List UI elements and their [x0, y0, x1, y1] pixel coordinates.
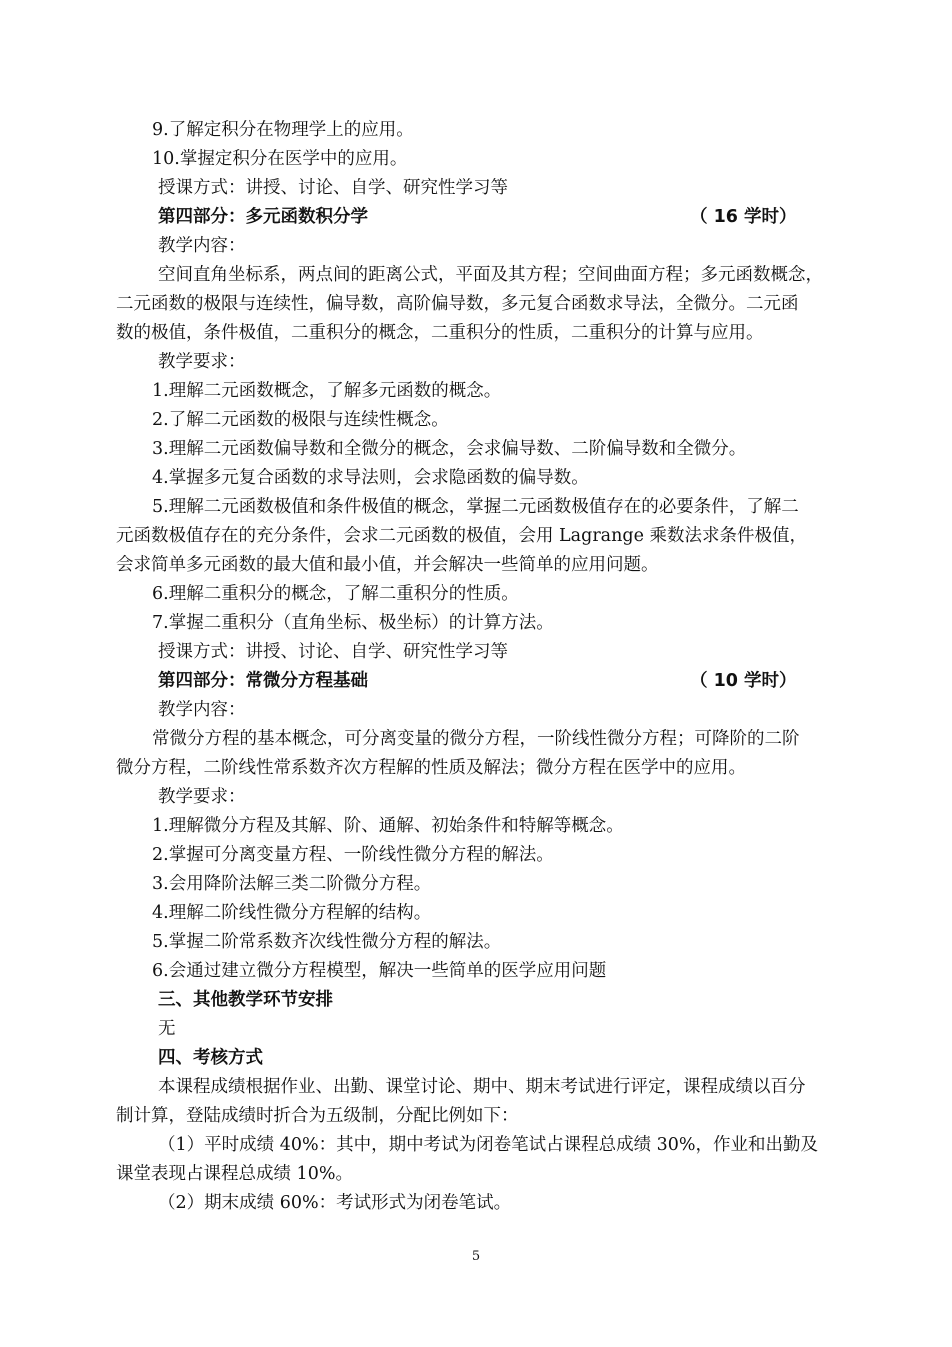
text-line: 4.理解二阶线性微分方程解的结构。 [152, 903, 432, 923]
text-line: 教学要求： [158, 352, 246, 372]
text-line: 7.掌握二重积分（直角坐标、极坐标）的计算方法。 [152, 613, 554, 633]
section-heading: 第四部分：常微分方程基础 [158, 671, 368, 691]
text-line: 2.了解二元函数的极限与连续性概念。 [152, 410, 449, 430]
text-line: 无 [158, 1019, 176, 1039]
text-line: 6.理解二重积分的概念，了解二重积分的性质。 [152, 584, 519, 604]
text-line: 3.会用降阶法解三类二阶微分方程。 [152, 874, 432, 894]
text-line: 微分方程，二阶线性常系数齐次方程解的性质及解法；微分方程在医学中的应用。 [116, 758, 746, 778]
text-line: （1）平时成绩 40%：其中，期中考试为闭卷笔试占课程总成绩 30%，作业和出勤及 [158, 1135, 819, 1155]
text-line: 1.理解微分方程及其解、阶、通解、初始条件和特解等概念。 [152, 816, 624, 836]
text-line: 1.理解二元函数概念，了解多元函数的概念。 [152, 381, 502, 401]
text-line: 元函数极值存在的充分条件，会求二元函数的极值，会用 Lagrange 乘数法求条件极值， [116, 526, 808, 546]
text-line: 数的极值，条件极值，二重积分的概念，二重积分的性质，二重积分的计算与应用。 [116, 323, 764, 343]
text-line: 4.掌握多元复合函数的求导法则，会求隐函数的偏导数。 [152, 468, 589, 488]
text-line: 授课方式：讲授、讨论、自学、研究性学习等 [158, 642, 508, 662]
text-line: 授课方式：讲授、讨论、自学、研究性学习等 [158, 178, 508, 198]
section-hours: （ 10 学时） [690, 671, 797, 691]
section-hours: （ 16 学时） [690, 207, 797, 227]
text-line: 教学要求： [158, 787, 246, 807]
text-line: 课堂表现占课程总成绩 10%。 [116, 1164, 353, 1184]
text-line: 教学内容： [158, 700, 246, 720]
text-line: 5.理解二元函数极值和条件极值的概念，掌握二元函数极值存在的必要条件，了解二 [152, 497, 799, 517]
text-line: 9.了解定积分在物理学上的应用。 [152, 120, 414, 140]
section-heading: 第四部分：多元函数积分学 [158, 207, 368, 227]
page-number: 5 [471, 1249, 481, 1264]
text-line: 教学内容： [158, 236, 246, 256]
text-line: 常微分方程的基本概念，可分离变量的微分方程，一阶线性微分方程；可降阶的二阶 [152, 729, 800, 749]
text-line: 空间直角坐标系，两点间的距离公式，平面及其方程；空间曲面方程；多元函数概念， [158, 265, 823, 285]
text-line: 2.掌握可分离变量方程、一阶线性微分方程的解法。 [152, 845, 554, 865]
text-line: 10.掌握定积分在医学中的应用。 [152, 149, 408, 169]
text-line: 会求简单多元函数的最大值和最小值，并会解决一些简单的应用问题。 [116, 555, 659, 575]
text-line: 5.掌握二阶常系数齐次线性微分方程的解法。 [152, 932, 502, 952]
text-line: 6.会通过建立微分方程模型，解决一些简单的医学应用问题 [152, 961, 607, 981]
text-line: 制计算，登陆成绩时折合为五级制，分配比例如下： [116, 1106, 519, 1126]
text-line: 二元函数的极限与连续性，偏导数，高阶偏导数，多元复合函数求导法，全微分。二元函 [116, 294, 799, 314]
text-line: （2）期末成绩 60%：考试形式为闭卷笔试。 [158, 1193, 512, 1213]
section-heading: 四、考核方式 [158, 1048, 263, 1068]
text-line: 3.理解二元函数偏导数和全微分的概念，会求偏导数、二阶偏导数和全微分。 [152, 439, 747, 459]
text-line: 本课程成绩根据作业、出勤、课堂讨论、期中、期末考试进行评定，课程成绩以百分 [158, 1077, 806, 1097]
section-heading: 三、其他教学环节安排 [158, 990, 333, 1010]
